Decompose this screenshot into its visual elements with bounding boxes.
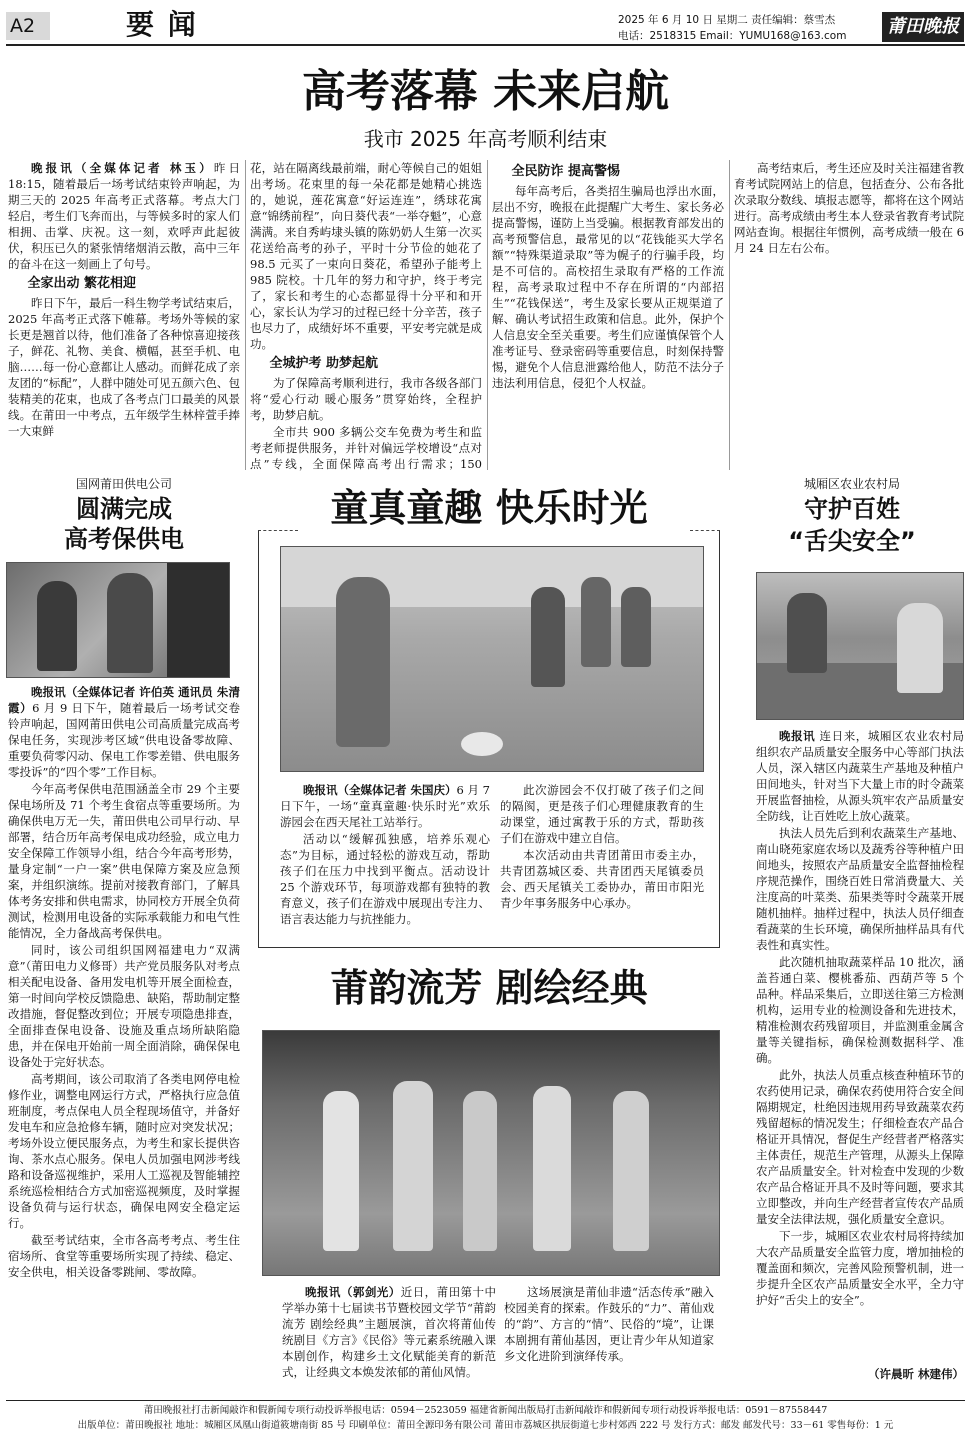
kids-headline: 童真童趣 快乐时光 bbox=[330, 486, 648, 530]
power-title-line-1: 圆满完成 bbox=[76, 495, 172, 523]
lead-col-4 bbox=[734, 160, 964, 473]
lead-col-1 bbox=[8, 160, 240, 473]
lead-para-4: 为了保障高考顺利进行，我市各级各部门将“爱心行动 暖心服务”贯穿始终，全程护考，助梦启航。 bbox=[250, 376, 482, 422]
opera-body-left bbox=[282, 1284, 496, 1392]
opera-byline: 晚报讯（郭剑光） bbox=[305, 1285, 401, 1299]
farm-title-line-1: 守护百姓 bbox=[804, 495, 900, 523]
power-para-1: 6 月 9 日下午，随着最后一场考试交卷铃声响起，国网莆田供电公司高质量完成高考保电任务，实现涉考区域“供电设备零故障、重要负荷零闪动、保电工作零差错、供电服务零投诉”的“四个零”工作目标。 bbox=[8, 701, 240, 779]
power-para-2: 今年高考保供电范围涵盖全市 29 个主要保电场所及 71 个考生食宿点等重要场所。为确保供电万无一失，莆田供电公司早行动、早部署，结合历年高考保电成功经验，成立电力安全保障工作领导小组，结合今年高考形势，量身定制“一户一案”供电保障方案及应急预案，并组织演练。提前对接教育部门，了解具体考务安排和供电需求，协同校方开展全负荷测试，检测用电设备的实际承载能力和电气性能情况，全力备战高考保供电。 bbox=[8, 782, 240, 940]
lead-para-2: 昨日下午，最后一科生物学考试结束后，2025 年高考正式落下帷幕。考场外等候的家长更是翘首以待，他们准备了各种惊喜迎接孩子，鲜花、礼物、美食、横幅，甚至手机、电脑……每一份心意都让人感动。而鲜花成了亲友团的“标配”，人群中随处可见五颜六色、包装精美的花束，也成了各考点门口最美的风景线。在莆田一中考点，五年级学生林梓萱手捧一大束鲜 bbox=[8, 296, 240, 438]
section-name: 要 闻 bbox=[126, 8, 198, 41]
divider bbox=[729, 160, 730, 470]
power-byline: 晚报讯（全媒体记者 许伯英 通讯员 朱清霞） bbox=[8, 685, 240, 715]
kids-byline: 晚报讯（全媒体记者 朱国庆） bbox=[303, 783, 457, 797]
farm-para-1: 连日来，城厢区农业农村局组织农产品质量安全服务中心等部门执法人员，深入辖区内蔬菜生产基地及种植户田间地头，针对当下大量上市的时令蔬菜开展监督抽检，从源头筑牢农产品质量安全防线，让百姓吃上放心蔬菜。 bbox=[756, 729, 964, 823]
header-date-line: 2025 年 6 月 10 日 星期二 责任编辑：蔡雪杰 bbox=[618, 14, 836, 26]
farm-byline: 晚报讯 bbox=[779, 729, 816, 743]
farm-credit: （许晨昕 林建伟） bbox=[867, 1367, 964, 1381]
lead-para-7: 高考结束后，考生还应及时关注福建省教育考试院网站上的信息，包括查分、公布各批次录取分数线、填报志愿等，都将在这个网站进行。高考成绩由考生本人登录省教育考试院网站查询。根据往年惯例，高考成绩一般在 6 月 24 日左右公布。 bbox=[734, 161, 964, 255]
kids-game-photo bbox=[280, 546, 704, 772]
kids-para-2: 活动以“缓解孤独感，培养乐观心态”为目标，通过轻松的游戏互动，帮助孩子们在压力中找到平衡点。活动设计 25 个游戏环节，每项游戏都有独特的教育意义，孩子们在游戏中展现出专注力、语言表达能力与抗挫能力。 bbox=[280, 832, 490, 926]
lead-byline: 晚报讯（全媒体记者 林玉） bbox=[31, 161, 214, 175]
lead-subheadline: 我市 2025 年高考顺利结束 bbox=[363, 127, 608, 151]
opera-stage-photo bbox=[262, 1030, 720, 1276]
lead-col-3 bbox=[492, 160, 724, 473]
kids-body-left bbox=[280, 782, 490, 942]
power-body bbox=[8, 684, 240, 1392]
opera-body-right bbox=[504, 1284, 714, 1392]
lead-subhead-1: 全家出动 繁花相迎 bbox=[27, 276, 137, 291]
footer-line-1: 莆田晚报社打击新闻敲诈和假新闻专项行动投诉举报电话：0594－2523059 福建省新闻出版局打击新闻敲诈和假新闻专项行动投诉举报电话：0591－87558447 bbox=[143, 1405, 828, 1416]
masthead-logo: 莆田晚报 bbox=[882, 12, 964, 42]
lead-para-1: 昨日 18:15，随着最后一场考试结束铃声响起，为期三天的 2025 年高考正式落幕。考点大门轻启，考生们飞奔而出，与等候多时的家人们相拥、击掌、庆祝。这一刻，欢呼声此起彼伏，积压已久的紧张情绪烟消云散，高中三年的奋斗在这一刻画上了句号。 bbox=[8, 161, 240, 271]
power-para-5: 截至考试结束，全市各高考考点、考生住宿场所、食堂等重要场所实现了持续、稳定、安全供电，相关设备零跳闸、零故障。 bbox=[8, 1233, 240, 1279]
farm-para-4: 此外，执法人员重点核查种植环节的农药使用记录，确保农药使用符合安全间隔期规定，杜绝因违规用药导致蔬菜农药残留超标的情况发生；仔细检查农产品合格证开具情况，督促生产经营者严格落实主体责任，规范生产管理，从源头上保障农产品质量安全。针对检查中发现的少数农产品合格证开具不及时等问题，要求其立即整改，并向生产经营者宣传农产品质量安全法律法规，强化质量安全意识。 bbox=[756, 1068, 964, 1226]
header-contact-line: 电话：2518315 Email：YUMU168@163.com bbox=[618, 30, 847, 42]
lead-para-5: 全市共 900 多辆公交车免费为考生和监考老师提供服务，并针对偏远学校增设“点对点”专线，全面保障高考出行需求；150 bbox=[250, 425, 482, 471]
power-para-3: 同时，该公司组织国网福建电力“双满意”（莆田电力义修哥）共产党员服务队对考点相关配电设备、备用发电机等开展全面检查，第一时间向学校反馈隐患、缺陷，帮助制定整改措施，督促整改到位；开展专项隐患排查，全面排查保电设备、设施及重点场所缺陷隐患，并在保电开始前一周全面消除，确保保电设备处于完好状态。 bbox=[8, 943, 240, 1069]
power-title-line-2: 高考保供电 bbox=[64, 525, 184, 553]
lead-col-2 bbox=[250, 160, 482, 473]
kids-para-1: 6 月 7 日下午，一场“童真童趣·快乐时光”欢乐游园会在西天尾社工站举行。 bbox=[280, 783, 490, 829]
lead-subhead-2: 全城护考 助梦起航 bbox=[269, 356, 379, 371]
opera-para-1: 近日，莆田第十中学举办第十七届读书节暨校园文学节“莆韵流芳 剧绘经典”主题展演，首次将莆仙传统剧目《方言》《民俗》等元素系统融入课本剧创作，构建乡土文化赋能美育的新范式，让经典文本焕发浓郁的莆仙风情。 bbox=[282, 1285, 496, 1379]
lead-para-6: 每年高考后，各类招生骗局也浮出水面，层出不穷，晚报在此提醒广大考生、家长务必提高警惕，谨防上当受骗。根据教育部发出的高考预警信息，最常见的以“花钱能买大学名额”“特殊渠道录取”等为幌子的行骗手段，均是不可信的。高校招生录取有严格的工作流程，高考录取过程中不存在所谓的“内部招生”“花钱保送”，考生及家长要从正规渠道了解、确认考试招生政策和信息。此外，保护个人信息安全至关重要。考生们应谨慎保管个人准考证号、登录密码等重要信息，时刻保持警惕，避免个人信息泄露给他人，防范不法分子违法利用信息，侵犯个人权益。 bbox=[492, 184, 724, 390]
farm-kicker: 城厢区农业农村局 bbox=[803, 477, 900, 491]
lead-subhead-3: 全民防诈 提高警惕 bbox=[511, 164, 621, 179]
farm-inspection-photo bbox=[756, 572, 964, 720]
farm-body bbox=[756, 728, 964, 1354]
page-number-badge: A2 bbox=[6, 12, 50, 40]
farm-para-2: 执法人员先后到利农蔬菜生产基地、南山晓苑家庭农场以及蔬秀谷等种植户田间地头，按照农产品质量安全监督抽检程序规范操作，围绕百姓日常消费量大、关注度高的叶菜类、茄果类等时令蔬菜开展随机抽样。抽样过程中，执法人员仔细查看蔬菜的生长环境，确保所抽样品具有代表性和真实性。 bbox=[756, 826, 964, 952]
kids-body-right bbox=[500, 782, 704, 942]
footer-rule bbox=[6, 1400, 965, 1401]
divider bbox=[245, 160, 246, 470]
opera-headline: 莆韵流芳 剧绘经典 bbox=[330, 966, 648, 1010]
power-kicker: 国网莆田供电公司 bbox=[75, 477, 172, 491]
header-rule bbox=[6, 44, 965, 46]
footer-line-2: 出版单位：莆田晚报社 地址：城厢区凤凰山街道筱塘南街 85 号 印刷单位：莆田全源印务有限公司 莆田市荔城区拱辰街道七步村郊西 222 号 发行方式：邮发 邮发代号：33－61 零售每份：1 元 bbox=[77, 1420, 894, 1431]
farm-para-5: 下一步，城厢区农业农村局将持续加大农产品质量安全监管力度，增加抽检的覆盖面和频次，完善风险预警机制，进一步提升全区农产品质量安全水平，全力守护好“舌尖上的安全”。 bbox=[756, 1229, 964, 1307]
power-workers-photo bbox=[6, 562, 230, 678]
lead-para-3: 花，站在隔离线最前端，耐心等候自己的姐姐出考场。花束里的每一朵花都是她精心挑选的，她说，莲花寓意“好运连连”，绣球花寓意“锦绣前程”，向日葵代表“一举夺魁”，心意满满。来自秀屿埭头镇的陈奶奶人生第一次买花送给高考的孙子，平时十分节俭的她花了 98.5 元买了一束向日葵花，希望孙子能考上 985 院校。十几年的努力和守护，终于考完了，家长和考生的心态都显得十分平和和开心，家长认为学习的过程已经十分辛苦，孩子也尽力了，成绩好坏不重要，平安考完就是成功。 bbox=[250, 161, 482, 351]
opera-para-2: 这场展演是莆仙非遗“活态传承”融入校园美育的探索。作鼓乐的“力”、莆仙戏的“韵”、方言的“情”、民俗的“境”，让课本剧拥有莆仙基因，更让青少年从知道家乡文化进阶到演绎传承。 bbox=[504, 1285, 714, 1363]
kids-para-4: 本次活动由共青团莆田市委主办，共青团荔城区委、共青团西天尾镇委员会、西天尾镇关工委协办，莆田市阳光青少年事务服务中心承办。 bbox=[500, 848, 704, 910]
divider bbox=[487, 160, 488, 470]
farm-title-line-2: “舌尖安全” bbox=[788, 527, 916, 555]
kids-para-3: 此次游园会不仅打破了孩子们之间的隔阂，更是孩子们心理健康教育的生动课堂，通过寓教于乐的方式，帮助孩子们在游戏中建立自信。 bbox=[500, 783, 704, 845]
lead-headline: 高考落幕 未来启航 bbox=[301, 66, 670, 117]
power-para-4: 高考期间，该公司取消了各类电网停电检修作业，调整电网运行方式，严格执行应急值班制度，考点保电人员全程现场值守，并备好发电车和应急抢修车辆，随时应对突发状况；考场外设立便民服务点，为考生和家长提供咨询、茶水点心服务。保电人员加强电网涉考线路和设备巡视维护，采用人工巡视及智能辅控系统巡检相结合方式加密巡视频度，及时掌握设备负荷与运行状态，确保电网安全稳定运行。 bbox=[8, 1072, 240, 1230]
farm-para-3: 此次随机抽取蔬菜样品 10 批次，涵盖苔通白菜、樱桃番茄、西葫芦等 5 个品种。样品采集后，立即送往第三方检测机构，运用专业的检测设备和先进技术，精准检测农药残留项目，并监测重金属含量等关键指标，确保检测数据科学、准确。 bbox=[756, 955, 964, 1065]
